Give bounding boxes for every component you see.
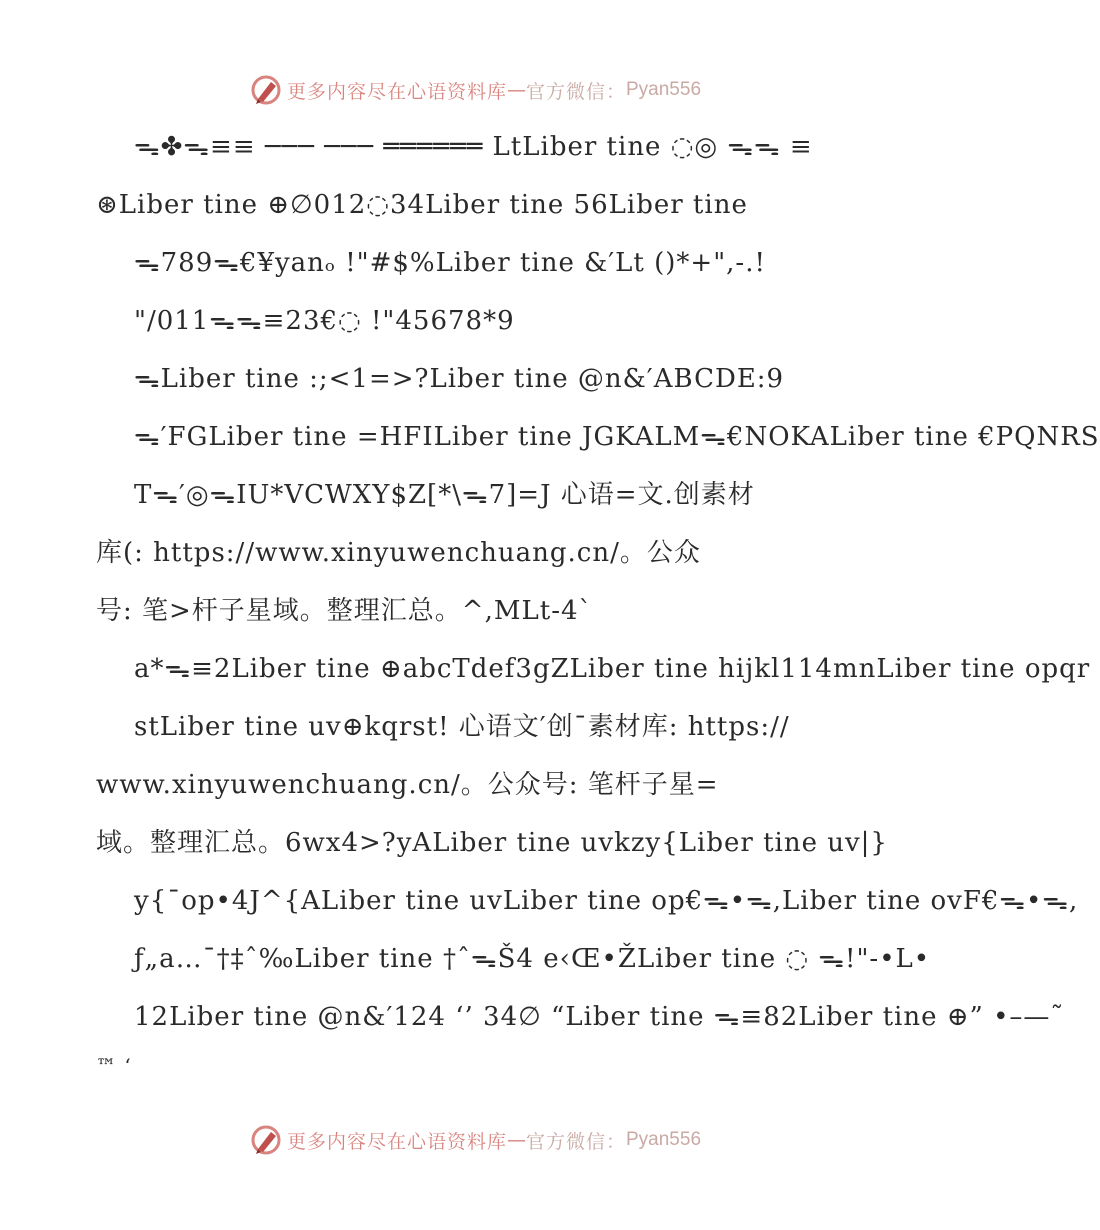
text-line: ™ ‘ [96, 1054, 132, 1078]
ornament-text: ᯓ✤ᯓ≡≡ ─── ─── ══════ [134, 132, 493, 162]
text-line: stLiber tine uv⊕kqrst! 心语文′创¯素材库: https:// [134, 712, 790, 742]
text-line: ᯓ789ᯓ€¥yanₒ !"#$%Liber tine &′Lt ()*+",-.! [134, 248, 766, 278]
pen-seal-icon [249, 73, 283, 107]
watermark-header [0, 70, 950, 110]
text-line: ᯓLiber tine :;<1=>?Liber tine @n&′ABCDE:9 [134, 364, 785, 394]
text-line: 域。整理汇总。6wx4>?yALiber tine uvkzy{Liber tine uv|} [96, 828, 888, 858]
ornament-tail-text: LtLiber tine ◌◎ ᯓᯓ ≡ [492, 132, 813, 162]
watermark-sub-text: 官方微信： [525, 80, 626, 103]
text-line: 号: 笔>杆子星域。整理汇总。^,MLt-4` [96, 596, 593, 626]
text-line: 库(: https://www.xinyuwenchuang.cn/。公众 [96, 538, 701, 568]
watermark-main-text: 更多内容尽在心语资料库 [286, 1130, 507, 1153]
text-line: ƒ„a…¯†‡ˆ‰Liber tine †ˆᯓŠ4 e‹Œ•ŽLiber tine ◌ ᯓ!"-•L• [134, 944, 931, 974]
text-line: ᯓ′FGLiber tine =HFILiber tine JGKALMᯓ€NOKALiber tine €PQNRS [134, 422, 1100, 452]
watermark-dash: — [506, 1129, 526, 1151]
watermark-sub-text: 官方微信： [525, 1130, 626, 1153]
text-line: "/011ᯓᯓ≡23€◌ !"45678*9 [134, 306, 515, 336]
watermark-main-text: 更多内容尽在心语资料库 [286, 80, 507, 103]
watermark-wechat-id: Pyan556 [626, 79, 702, 100]
text-line: Tᯓ′◎ᯓIU*VCWXY$Z[*\ᯓ7]=J 心语=文.创素材 [134, 480, 755, 510]
watermark-wechat-id: Pyan556 [626, 1129, 702, 1150]
text-line [96, 118, 856, 176]
text-line: 12Liber tine @n&′124 ‘’ 34∅ “Liber tine ᯓ≡82Liber tine ⊕” •–—˜ [134, 1002, 1065, 1032]
text-line: a*ᯓ≡2Liber tine ⊕abcTdef3gZLiber tine hijkl114mnLiber tine opqr [134, 654, 1091, 684]
watermark-dash: — [506, 79, 526, 101]
watermark-footer [0, 1120, 950, 1160]
text-line: www.xinyuwenchuang.cn/。公众号: 笔杆子星= [96, 770, 719, 800]
text-line: y{¯op•4J^{ALiber tine uvLiber tine op€ᯓ•ᯓ,Liber tine ovF€ᯓ•ᯓ, [134, 886, 1079, 916]
pen-seal-icon [249, 1123, 283, 1157]
document-body [96, 118, 1100, 1086]
text-line: ⊛Liber tine ⊕∅012◌34Liber tine 56Liber tine [96, 190, 748, 220]
